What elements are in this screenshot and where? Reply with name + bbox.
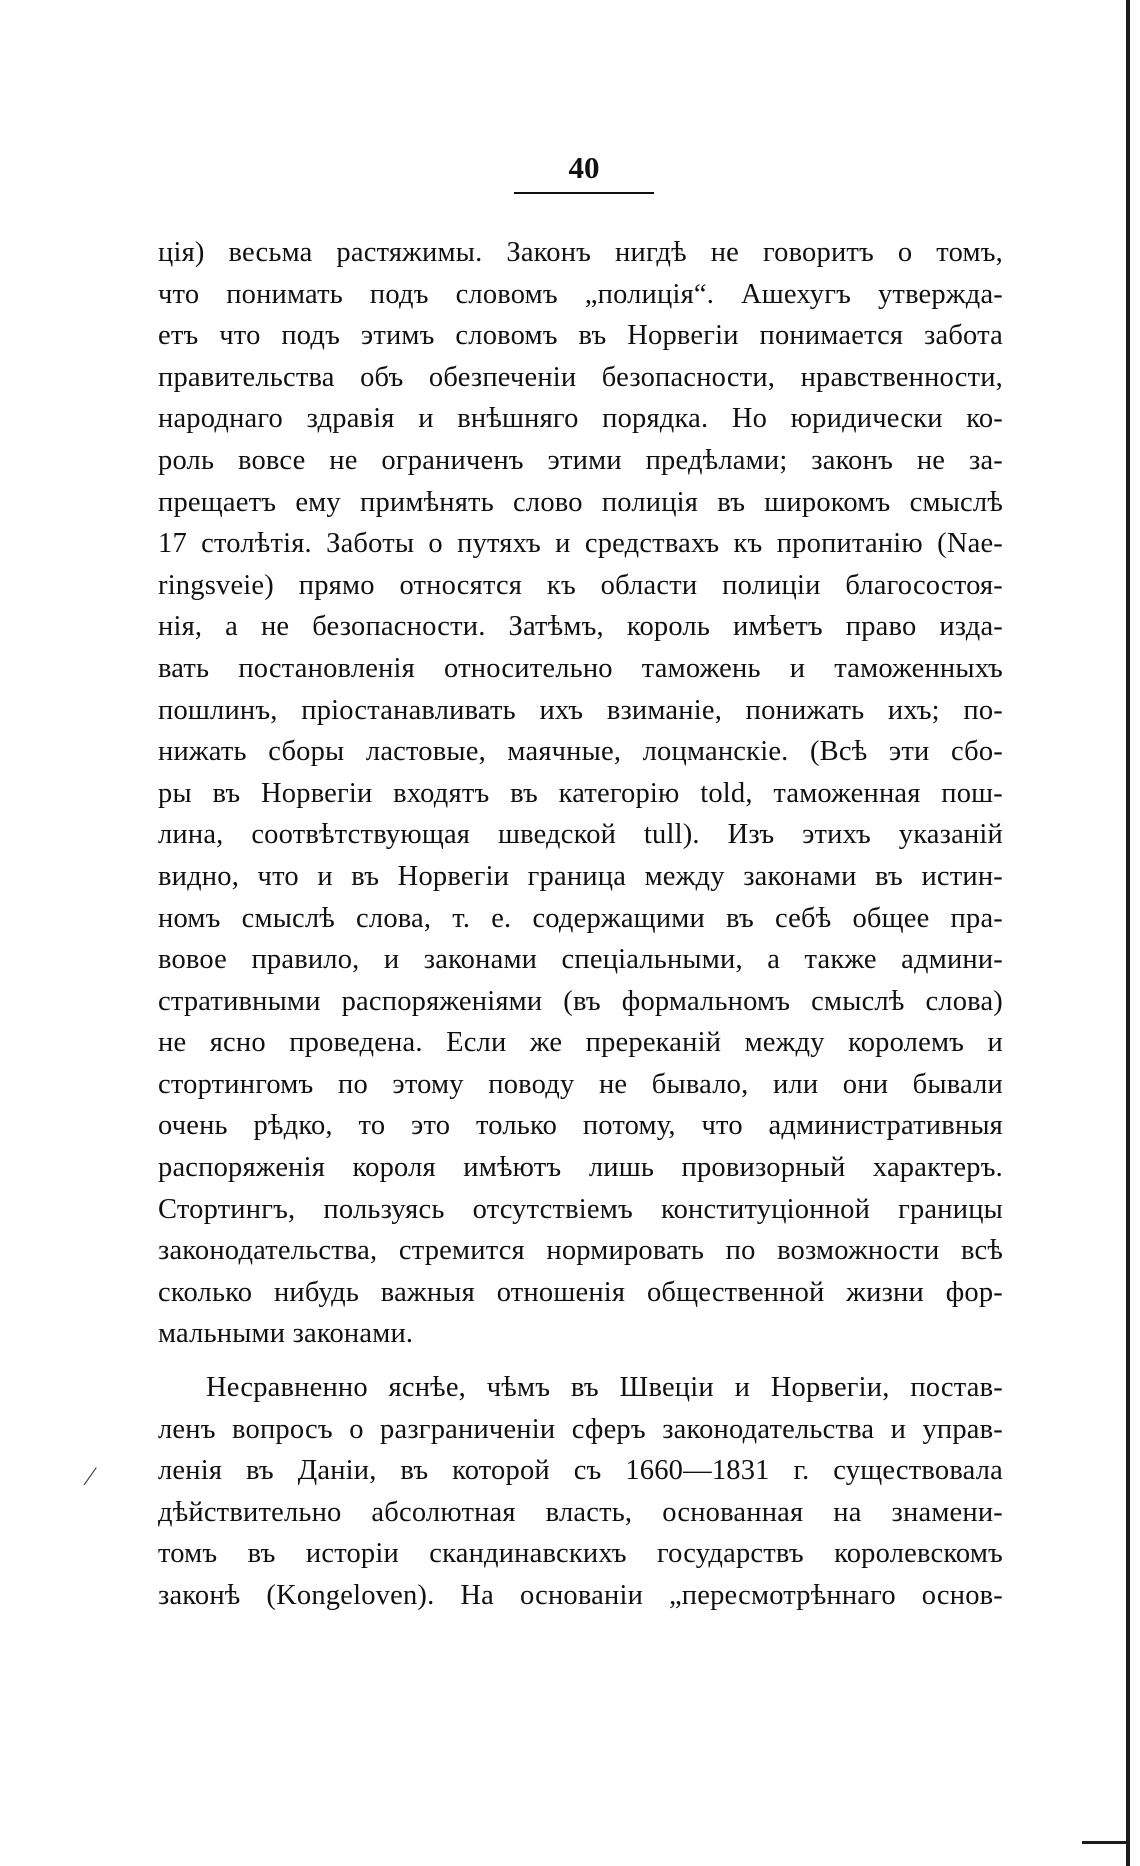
text-line: Несравненно яснѣе, чѣмъ въ Швеціи и Норвегіи, постав- (206, 1372, 1003, 1404)
text-line: законѣ (Kongeloven). На основаніи „пересмотрѣннаго основ- (158, 1580, 1003, 1611)
text-line: стративными распоряженіями (въ формальномъ смыслѣ слова) (158, 985, 1003, 1017)
text-line: что понимать подъ словомъ „полиція“. Ашехугъ утвержда- (158, 278, 1003, 310)
text-line: распоряженія короля имѣютъ лишь провизорный характеръ. (158, 1152, 1003, 1184)
paragraph-1 (158, 232, 1003, 1355)
page-number: 40 (568, 150, 600, 185)
text-line: вовое правило, и законами спеціальными, а также админи- (158, 944, 1003, 976)
text-line: ленъ вопросъ о разграниченіи сферъ законодательства и управ- (158, 1413, 1003, 1445)
text-line: правительства объ обезпеченіи безопасности, нравственности, (158, 361, 1003, 393)
text-line: вать постановленія относительно таможень и таможенныхъ (158, 652, 1003, 684)
text-line: ringsveie) прямо относятся къ области полиціи благосостоя- (158, 569, 1003, 601)
text-line: ры въ Норвегіи входятъ въ категорію told, таможенная пош- (158, 777, 1003, 809)
text-line: нія, а не безопасности. Затѣмъ, король имѣетъ право изда- (158, 611, 1003, 643)
text-line: ція) весьма растяжимы. Законъ нигдѣ не говоритъ о томъ, (158, 237, 1003, 268)
text-line: прещаетъ ему примѣнять слово полиція въ широкомъ смыслѣ (158, 486, 1003, 518)
text-line: народнаго здравія и внѣшняго порядка. Но юридически ко- (158, 403, 1003, 435)
text-line: стортингомъ по этому поводу не бывало, или они бывали (158, 1068, 1003, 1100)
text-line: не ясно проведена. Если же пререканій между королемъ и (158, 1027, 1003, 1059)
page-number-rule (514, 192, 654, 194)
text-line: нижать сборы ластовые, маячные, лоцманскіе. (Всѣ эти сбо- (158, 736, 1003, 768)
text-line: пошлинъ, пріостанавливать ихъ взиманіе, понижать ихъ; по- (158, 694, 1003, 726)
binding-edge-corner (1082, 1841, 1126, 1844)
text-line: мальными законами. (158, 1318, 414, 1350)
paragraph-gap (158, 1355, 1003, 1367)
body-text (158, 232, 1003, 1617)
text-line: видно, что и въ Норвегіи граница между законами въ истин- (158, 860, 1003, 892)
text-line: сколько нибудь важныя отношенія общественной жизни фор- (158, 1276, 1003, 1308)
text-line: дѣйствительно абсолютная власть, основанная на знамени- (158, 1496, 1003, 1528)
binding-edge (1126, 0, 1130, 1866)
text-line: етъ что подъ этимъ словомъ въ Норвегіи понимается забота (158, 320, 1003, 352)
text-line: ленія въ Даніи, въ которой съ 1660—1831 г. существовала (158, 1455, 1003, 1487)
text-line: очень рѣдко, то это только потому, что административныя (158, 1110, 1003, 1142)
text-line: номъ смыслѣ слова, т. е. содержащими въ себѣ общее пра- (158, 902, 1003, 934)
paragraph-2 (158, 1367, 1003, 1617)
text-line: 17 столѣтія. Заботы о путяхъ и средствахъ къ пропитанію (Nae- (158, 528, 1003, 560)
margin-pencil-mark: ⁄ (88, 1462, 93, 1491)
text-line: законодательства, стремится нормировать по возможности всѣ (158, 1235, 1003, 1267)
text-line: томъ въ исторіи скандинавскихъ государствъ королевскомъ (158, 1538, 1003, 1570)
text-line: Стортингъ, пользуясь отсутствіемъ конституціонной границы (158, 1193, 1003, 1225)
text-line: лина, соотвѣтствующая шведской tull). Изъ этихъ указаній (158, 819, 1003, 851)
text-line: роль вовсе не ограниченъ этими предѣлами; законъ не за- (158, 444, 1003, 476)
